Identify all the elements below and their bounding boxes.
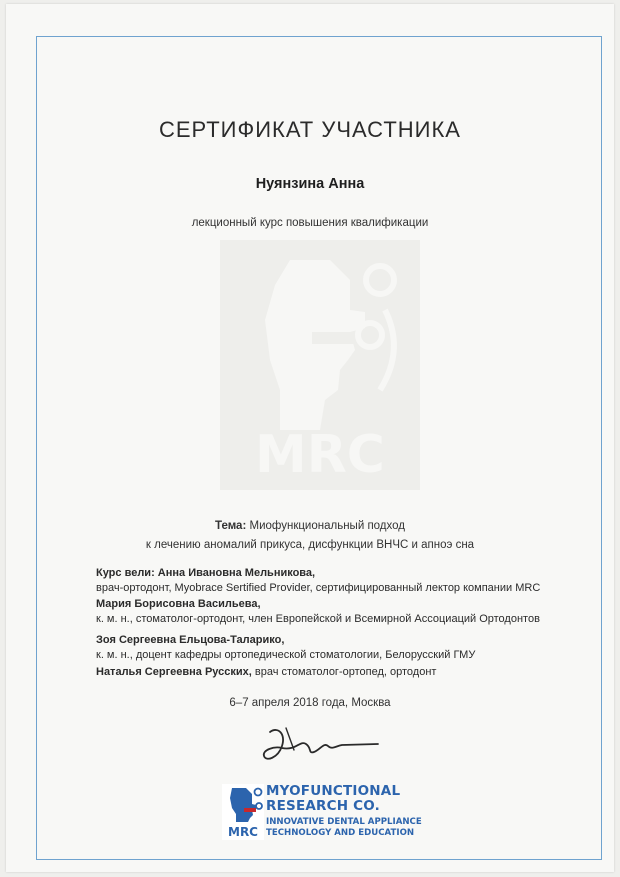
logo-wordmark [266,784,436,839]
lecturer-name: Мария Борисовна Васильева, [96,598,261,611]
logo-line-4: TECHNOLOGY AND EDUCATION [266,828,415,838]
logo-line-1: MYOFUNCTIONAL [266,783,401,799]
theme-label: Тема: [215,520,247,532]
watermark-text: MRC [255,425,385,485]
handwritten-signature [256,720,386,768]
logo-mark-text: MRC [228,825,258,839]
certificate-title: СЕРТИФИКАТ УЧАСТНИКА [159,117,461,142]
lecturers-list [96,566,576,679]
logo-line-2: RESEARCH CO. [266,798,380,814]
lecturer-name: Наталья Сергеевна Русских, [96,665,252,678]
mrc-company-logo [222,784,422,844]
theme-line-2: к лечению аномалий прикуса, дисфункции ВНЧС и апноэ сна [145,539,475,551]
course-theme [0,517,620,555]
lecturer-description: к. м. н., доцент кафедры ортопедической стоматологии, Белорусский ГМУ [96,648,476,661]
participant-name: Нуянзина Анна [255,176,365,192]
lecturer-name: Зоя Сергеевна Ельцова-Таларико, [96,634,285,647]
date-place: 6–7 апреля 2018 года, Москва [229,697,391,709]
mrc-watermark-logo [220,240,420,490]
lecturers-label: Курс вели: [96,567,155,579]
course-type: лекционный курс повышения квалификации [191,217,429,229]
lecturer-name: Анна Ивановна Мельникова, [157,567,316,579]
lecturer-description: врач-ортодонт, Myobrace Sertified Provider, сертифицированный лектор компании MRC [96,581,541,594]
lecturer-description: врач стоматолог-ортопед, ортодонт [254,665,437,678]
mrc-emblem-icon [222,784,264,840]
theme-line-1: Миофункциональный подход [249,520,405,532]
lecturer-description: к. м. н., стоматолог-ортодонт, член Европейской и Всемирной Ассоциаций Ортодонтов [96,612,540,625]
logo-line-3: INNOVATIVE DENTAL APPLIANCE [266,817,422,827]
